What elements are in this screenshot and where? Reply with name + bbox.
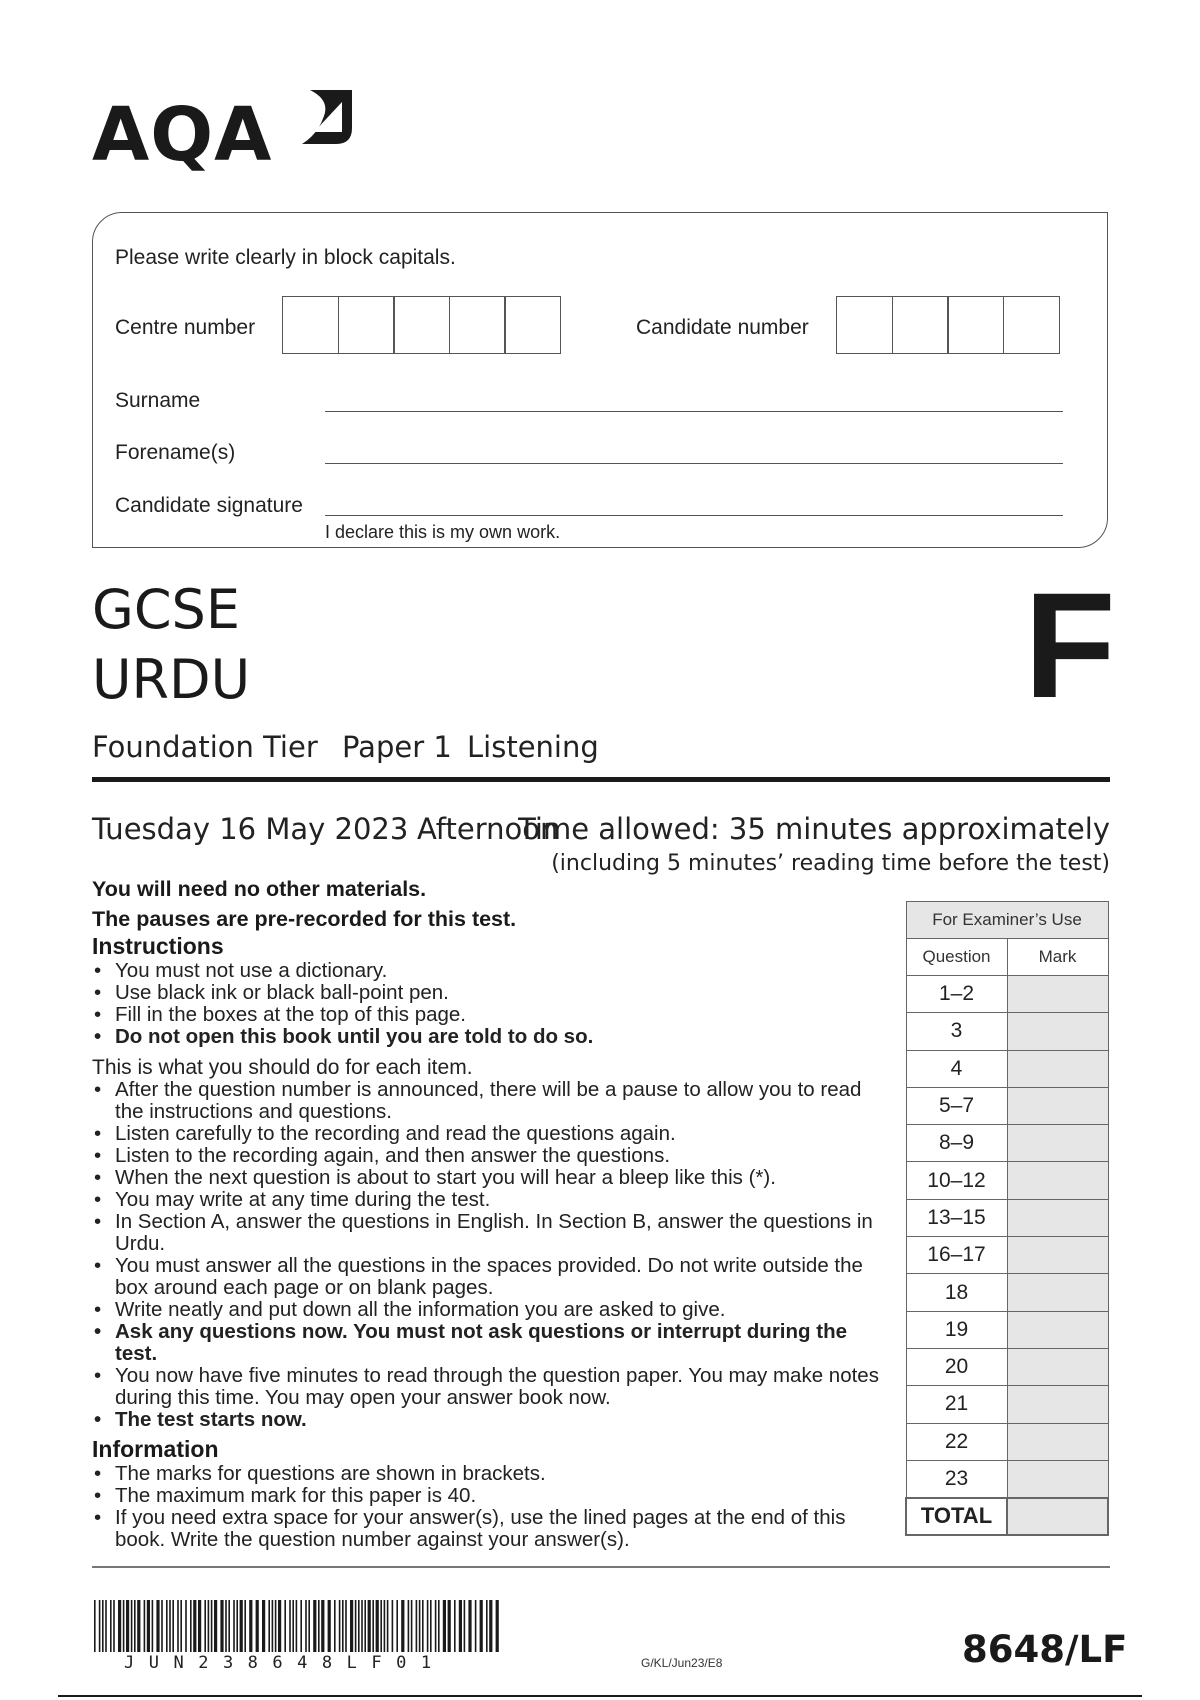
list-item: • Listen to the recording again, and then answer the questions. [92, 1145, 892, 1167]
item-instructions-intro: This is what you should do for each item. [92, 1056, 473, 1079]
centre-digit-box[interactable] [282, 296, 339, 354]
instructions-list [92, 960, 892, 1048]
question-number-cell: 18 [906, 1274, 1007, 1311]
question-number-cell: 4 [906, 1050, 1007, 1087]
list-item: • In Section A, answer the questions in English. In Section B, answer the questions in Urdu. [92, 1211, 892, 1255]
question-number-cell: 22 [906, 1423, 1007, 1460]
item-instructions-list [92, 1079, 892, 1431]
exam-session: Afternoon [417, 812, 559, 846]
total-row [906, 1498, 1108, 1535]
question-number-cell: 3 [906, 1013, 1007, 1050]
list-item: • The test starts now. [92, 1409, 892, 1431]
time-note: (including 5 minutes’ reading time before the test) [551, 851, 1110, 876]
information-list [92, 1463, 892, 1551]
paper-code: 8648/LF [962, 1628, 1128, 1671]
candidate-number-label: Candidate number [636, 316, 809, 339]
question-number-cell: 23 [906, 1460, 1007, 1497]
question-number-cell: 8–9 [906, 1125, 1007, 1162]
list-item: • Do not open this book until you are told to do so. [92, 1026, 892, 1048]
forenames-label: Forename(s) [115, 441, 236, 464]
table-row [906, 1162, 1108, 1199]
candidate-digit-box[interactable] [947, 296, 1004, 354]
list-item: • You now have five minutes to read through the question paper. You may make notes during this time. You may open your answer book now. [92, 1365, 892, 1409]
list-item: • After the question number is announced, there will be a pause to allow you to read the instructions and questions. [92, 1079, 892, 1123]
mark-cell [1007, 1199, 1108, 1236]
list-item: • The marks for questions are shown in brackets. [92, 1463, 892, 1485]
mark-cell [1007, 1162, 1108, 1199]
examiners-use-title: For Examiner’s Use [906, 902, 1108, 939]
candidate-digit-box[interactable] [892, 296, 949, 354]
title-divider [92, 777, 1110, 782]
list-item: • Listen carefully to the recording and read the questions again. [92, 1123, 892, 1145]
question-number-cell: 21 [906, 1386, 1007, 1423]
forenames-field[interactable] [325, 463, 1063, 464]
centre-digit-box[interactable] [393, 296, 450, 354]
centre-digit-box[interactable] [504, 296, 561, 354]
question-number-cell: 5–7 [906, 1087, 1007, 1124]
table-row [906, 1050, 1108, 1087]
table-row [906, 1460, 1108, 1497]
mark-cell [1007, 1125, 1108, 1162]
mark-cell [1007, 1423, 1108, 1460]
table-row [906, 1087, 1108, 1124]
list-item: • Fill in the boxes at the top of this page. [92, 1004, 892, 1026]
question-column-header: Question [906, 939, 1007, 976]
mark-cell [1007, 1087, 1108, 1124]
centre-digit-box[interactable] [338, 296, 395, 354]
list-item: • The maximum mark for this paper is 40. [92, 1485, 892, 1507]
examiners-use-table [905, 901, 1109, 1536]
table-row [906, 1311, 1108, 1348]
mark-cell [1007, 1386, 1108, 1423]
list-item: • Ask any questions now. You must not ask questions or interrupt during the test. [92, 1321, 892, 1365]
examiner-rows [906, 976, 1108, 1498]
table-row [906, 1125, 1108, 1162]
question-number-cell: 13–15 [906, 1199, 1007, 1236]
question-number-cell: 20 [906, 1348, 1007, 1385]
list-item: • If you need extra space for your answer(s), use the lined pages at the end of this book. Write the question number against your answer(s). [92, 1507, 892, 1551]
table-row [906, 976, 1108, 1013]
instructions-heading: Instructions [92, 933, 224, 959]
question-number-cell: 16–17 [906, 1237, 1007, 1274]
paper-label: Paper 1 [342, 730, 452, 764]
list-item: • You may write at any time during the test. [92, 1189, 892, 1211]
total-mark-cell [1007, 1498, 1108, 1535]
centre-number-label: Centre number [115, 316, 256, 339]
table-row [906, 1199, 1108, 1236]
candidate-digit-box[interactable] [836, 296, 893, 354]
list-item: • You must not use a dictionary. [92, 960, 892, 982]
instructions-section [92, 933, 892, 1551]
surname-field[interactable] [325, 411, 1063, 412]
materials-note: You will need no other materials. [92, 877, 427, 901]
table-row [906, 1348, 1108, 1385]
block-capitals-instruction: Please write clearly in block capitals. [115, 246, 456, 269]
mark-cell [1007, 1050, 1108, 1087]
tier-label: Foundation Tier [92, 730, 318, 764]
mark-cell [1007, 1274, 1108, 1311]
total-label: TOTAL [906, 1498, 1007, 1535]
list-item: • Write neatly and put down all the information you are asked to give. [92, 1299, 892, 1321]
surname-label: Surname [115, 389, 201, 412]
table-row [906, 1237, 1108, 1274]
question-number-cell: 19 [906, 1311, 1007, 1348]
signature-field[interactable] [325, 515, 1063, 516]
mark-cell [1007, 1013, 1108, 1050]
candidate-details-box [92, 212, 1108, 548]
table-row [906, 1423, 1108, 1460]
mark-cell [1007, 976, 1108, 1013]
aqa-logo [92, 88, 362, 188]
page-bottom-rule [58, 1695, 1142, 1697]
exam-date: Tuesday 16 May 2023 [92, 812, 409, 846]
subject-title: URDU [92, 648, 251, 711]
pauses-note: The pauses are pre-recorded for this test. [92, 907, 517, 931]
mark-column-header: Mark [1007, 939, 1108, 976]
table-row [906, 1386, 1108, 1423]
information-heading: Information [92, 1436, 219, 1462]
mark-cell [1007, 1237, 1108, 1274]
question-number-cell: 10–12 [906, 1162, 1007, 1199]
logo-mark-icon [296, 88, 356, 150]
table-row [906, 1274, 1108, 1311]
list-item: • When the next question is about to start you will hear a bleep like this (*). [92, 1167, 892, 1189]
declaration-text: I declare this is my own work. [325, 522, 561, 542]
mark-cell [1007, 1311, 1108, 1348]
candidate-number-boxes [836, 296, 1058, 354]
signature-label: Candidate signature [115, 494, 303, 517]
mark-cell [1007, 1348, 1108, 1385]
logo-text: AQA [92, 92, 273, 178]
centre-digit-box[interactable] [449, 296, 506, 354]
barcode-text: JUN238648LF01 [124, 1653, 446, 1673]
qualification-title: GCSE [92, 578, 240, 641]
barcode-icon [92, 1600, 502, 1652]
footer-divider [92, 1566, 1110, 1568]
question-number-cell: 1–2 [906, 976, 1007, 1013]
centre-number-boxes [282, 296, 560, 354]
table-row [906, 1013, 1108, 1050]
mark-cell [1007, 1460, 1108, 1497]
list-item: • You must answer all the questions in the spaces provided. Do not write outside the box around each page or on blank pages. [92, 1255, 892, 1299]
list-item: • Use black ink or black ball-point pen. [92, 982, 892, 1004]
time-allowed: Time allowed: 35 minutes approximately [518, 812, 1110, 846]
component-label: Listening [467, 730, 599, 764]
candidate-digit-box[interactable] [1003, 296, 1060, 354]
reference-code: G/KL/Jun23/E8 [641, 1656, 723, 1670]
tier-letter: F [1024, 561, 1116, 729]
